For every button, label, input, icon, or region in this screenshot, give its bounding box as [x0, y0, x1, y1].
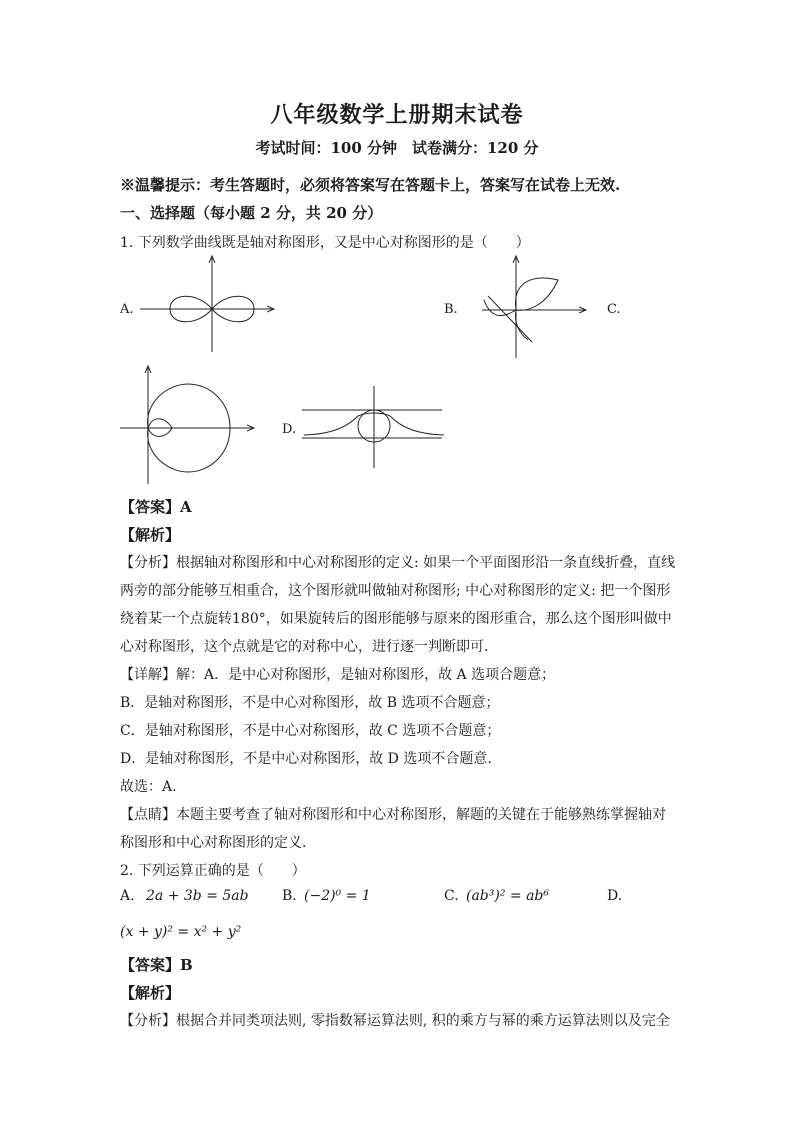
asymptote: [488, 296, 532, 342]
q1-stem: 1. 下列数学曲线既是轴对称图形，又是中心对称图形的是（ ）: [120, 235, 530, 251]
section-heading-choice: 一、选择题（每小题 2 分，共 20 分）: [120, 204, 383, 222]
q1-option-b-label: B.: [444, 302, 458, 317]
q1-figure-b: [462, 252, 592, 360]
q1-comment-line: 【点睛】本题主要考查了轴对称图形和中心对称图形，解题的关键在于能够熟练掌握轴对: [120, 807, 666, 823]
q1-analysis-line: 【分析】根据轴对称图形和中心对称图形的定义: 如果一个平面图形沿一条直线折叠，直线: [120, 555, 676, 571]
q1-analysis-line: 绕着某一个点旋转180°，如果旋转后的图形能够与原来的图形重合，那么这个图形叫做中: [120, 611, 672, 627]
q1-comment-line: 称图形和中心对称图形的定义.: [120, 835, 307, 851]
q2-option-b: (−2)⁰ = 1: [304, 888, 371, 904]
q2-option-a-label: A.: [120, 888, 135, 904]
q2-option-a: 2a + 3b = 5ab: [146, 888, 249, 904]
q1-analysis-line: 两旁的部分能够互相重合，这个图形就叫做轴对称图形; 中心对称图形的定义: 把一个图形: [120, 583, 671, 599]
q1-figure-a: [138, 252, 278, 354]
q1-answer: 【答案】A: [120, 498, 192, 516]
q1-figure-d: [298, 382, 446, 472]
exam-subtitle: 考试时间：100 分钟 试卷满分：120 分: [255, 139, 539, 157]
q1-detail-d: D．是轴对称图形，不是中心对称图形，故 D 选项不合题意.: [120, 751, 492, 767]
q1-analysis-heading: 【解析】: [120, 526, 181, 544]
q2-analysis-heading: 【解析】: [120, 984, 181, 1002]
q1-option-c-label: C.: [607, 302, 621, 317]
q1-analysis-line: 心对称图形，这个点就是它的对称中心，进行逐一判断即可.: [120, 639, 489, 655]
q1-detail-a: 【详解】解：A．是中心对称图形，是轴对称图形，故 A 选项合题意；: [120, 667, 556, 683]
q2-option-d-label: D.: [607, 888, 623, 904]
q1-option-a-label: A.: [120, 302, 134, 317]
q2-option-b-label: B.: [282, 888, 297, 904]
notice: ※温馨提示：考生答题时，必须将答案写在答题卡上，答案写在试卷上无效.: [120, 176, 621, 194]
folium-curve: [515, 278, 558, 310]
q1-detail-c: C．是轴对称图形，不是中心对称图形，故 C 选项不合题意；: [120, 723, 501, 739]
q1-detail-b: B．是轴对称图形，不是中心对称图形，故 B 选项不合题意；: [120, 695, 500, 711]
q2-analysis-line: 【分析】根据合并同类项法则, 零指数幂运算法则, 积的乘方与幂的乘方运算法则以及完全: [120, 1013, 670, 1029]
q2-option-d: (x + y)² = x² + y²: [120, 924, 242, 940]
q2-answer: 【答案】B: [120, 956, 193, 974]
q1-option-d-label: D.: [282, 422, 297, 437]
q1-choice: 故选：A.: [120, 779, 177, 795]
q2-option-c-label: C.: [444, 888, 459, 904]
q1-figure-c: [118, 362, 258, 486]
exam-title: 八年级数学上册期末试卷: [270, 102, 524, 128]
q2-option-c: (ab³)² = ab⁶: [466, 888, 550, 904]
folium-branch-1: [484, 300, 516, 316]
q2-stem: 2. 下列运算正确的是（ ）: [120, 863, 306, 879]
